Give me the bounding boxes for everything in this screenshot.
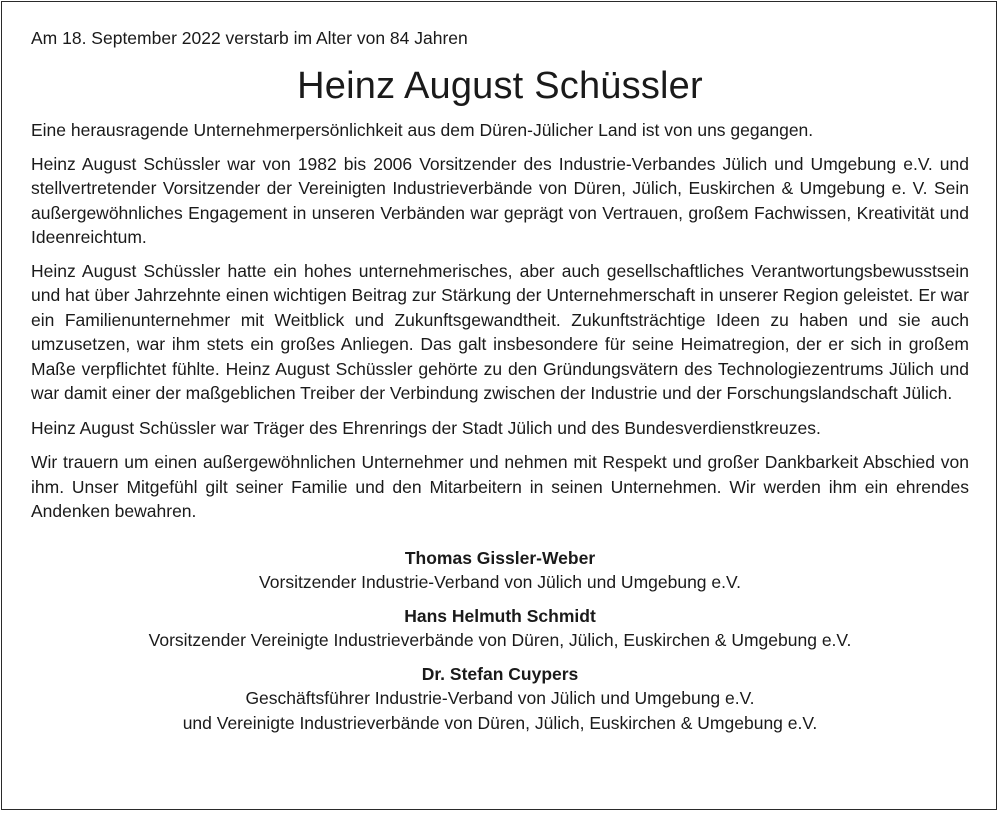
deceased-name: Heinz August Schüssler bbox=[297, 65, 703, 107]
signer-role-continued: und Vereinigte Industrieverbände von Düren, Jülich, Euskirchen & Umgebung e.V. bbox=[182, 712, 818, 733]
paragraph-3: Heinz August Schüssler hatte ein hohes unternehmerisches, aber auch gesellschaftliches Verantwortungsbewusstsein und hat über Jahrzehnte einen wichtigen Beitrag zur Stärkung der Unternehmerschaft in unserer Region geleistet. Er war ein Familienunternehmer mit Weitblick und Zukunftsgewandtheit. Zukunftsträchtige Ideen zu haben und sie auch umzusetzen, war ihm stets ein großes Anliegen. Das galt insbesondere für seine Heimatregion, der er sich in großem Maße verpflichtet fühlte. Heinz August Schüssler gehörte zu den Gründungsvätern des Technologiezentrums Jülich und war damit einer der maßgeblichen Treiber der Verbindung zwischen der Industrie und der Forschungslandschaft Jülich. bbox=[31, 260, 969, 403]
signer-name: Thomas Gissler-Weber bbox=[404, 547, 596, 568]
signature-cuypers bbox=[31, 662, 969, 736]
obituary-notice bbox=[31, 26, 969, 735]
paragraph-5: Wir trauern um einen außergewöhnlichen Unternehmer und nehmen mit Respekt und großer Dankbarkeit Abschied von ihm. Unser Mitgefühl gilt seiner Familie und den Mitarbeitern in seinen Unternehmen. Wir werden ihm ein ehrendes Andenken bewahren. bbox=[31, 452, 969, 521]
signatures bbox=[31, 546, 969, 736]
signature-schmidt bbox=[31, 604, 969, 653]
signer-name: Dr. Stefan Cuypers bbox=[421, 663, 579, 684]
signer-name: Hans Helmuth Schmidt bbox=[404, 605, 596, 626]
intro-line: Am 18. September 2022 verstarb im Alter von 84 Jahren bbox=[31, 28, 468, 48]
signer-role: Vorsitzender Vereinigte Industrieverbände von Düren, Jülich, Euskirchen & Umgebung e.V. bbox=[148, 630, 852, 650]
signer-role: Geschäftsführer Industrie-Verband von Jülich und Umgebung e.V. bbox=[245, 688, 755, 708]
paragraph-2: Heinz August Schüssler war von 1982 bis 2006 Vorsitzender des Industrie-Verbandes Jülich und Umgebung e.V. und stellvertretender Vorsitzender der Vereinigten Industrieverbände von Düren, Jülich, Euskirchen & Umgebung e. V. Sein außergewöhnliches Engagement in unseren Verbänden war geprägt von Vertrauen, großem Fachwissen, Kreativität und Ideenreichtum. bbox=[31, 153, 969, 247]
signer-role: Vorsitzender Industrie-Verband von Jülich und Umgebung e.V. bbox=[259, 572, 741, 592]
paragraph-4: Heinz August Schüssler war Träger des Ehrenrings der Stadt Jülich und des Bundesverdienstkreuzes. bbox=[31, 417, 821, 438]
signature-gissler-weber bbox=[31, 546, 969, 595]
paragraph-1: Eine herausragende Unternehmerpersönlichkeit aus dem Düren-Jülicher Land ist von uns gegangen. bbox=[31, 120, 814, 140]
